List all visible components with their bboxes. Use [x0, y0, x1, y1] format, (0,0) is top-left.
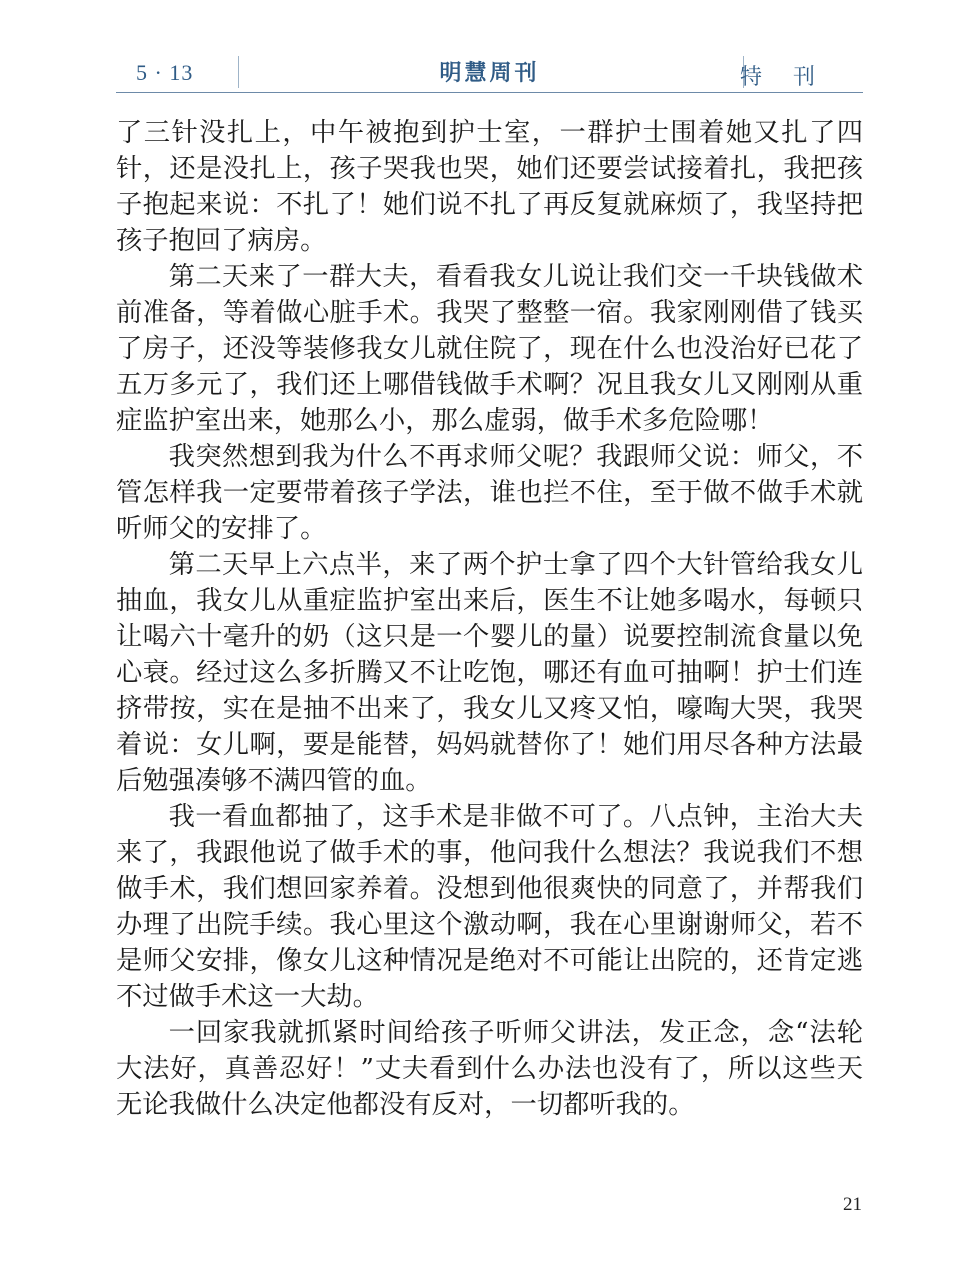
issue-number: 5 · 13 — [136, 60, 194, 85]
paragraph: 了三针没扎上，中午被抱到护士室，一群护士围着她又扎了四针，还是没扎上，孩子哭我也哭，她们还要尝试接着扎，我把孩子抱起来说：不扎了！她们说不扎了再反复就麻烦了，我坚持把孩子抱回了病房。 — [116, 118, 863, 256]
paragraph: 我突然想到我为什么不再求师父呢？我跟师父说：师父，不管怎样我一定要带着孩子学法，谁也拦不住，至于做不做手术就听师父的安排了。 — [116, 442, 863, 544]
publication-title: 明慧周刊 — [439, 61, 540, 86]
paragraph: 一回家我就抓紧时间给孩子听师父讲法，发正念，念“法轮大法好，真善忍好！”丈夫看到什么办法也没有了，所以这些天无论我做什么决定他都没有反对，一切都听我的。 — [116, 1018, 863, 1120]
article-body — [116, 115, 863, 1123]
paragraph: 第二天早上六点半，来了两个护士拿了四个大针管给我女儿抽血，我女儿从重症监护室出来后，医生不让她多喝水，每顿只让喝六十毫升的奶（这只是一个婴儿的量）说要控制流食量以免心衰。经过这么多折腾又不让吃饱，哪还有血可抽啊！护士们连挤带按，实在是抽不出来了，我女儿又疼又怕，嚎啕大哭，我哭着说：女儿啊，要是能替，妈妈就替你了！她们用尽各种方法最后勉强凑够不满四管的血。 — [116, 550, 863, 796]
paragraph: 第二天来了一群大夫，看看我女儿说让我们交一千块钱做术前准备，等着做心脏手术。我哭了整整一宿。我家刚刚借了钱买了房子，还没等装修我女儿就住院了，现在什么也没治好已花了五万多元了，我们还上哪借钱做手术啊？况且我女儿又刚刚从重症监护室出来，她那么小，那么虚弱，做手术多危险哪！ — [116, 262, 863, 436]
page-number: 21 — [843, 1194, 862, 1215]
header-rule — [116, 92, 863, 93]
page-header — [116, 52, 863, 92]
section-label: 特 刊 — [740, 65, 827, 90]
paragraph: 我一看血都抽了，这手术是非做不可了。八点钟，主治大夫来了，我跟他说了做手术的事，他问我什么想法？我说我们不想做手术，我们想回家养着。没想到他很爽快的同意了，并帮我们办理了出院手续。我心里这个激动啊，我在心里谢谢师父，若不是师父安排，像女儿这种情况是绝对不可能让出院的，还肯定逃不过做手术这一大劫。 — [116, 802, 863, 1012]
